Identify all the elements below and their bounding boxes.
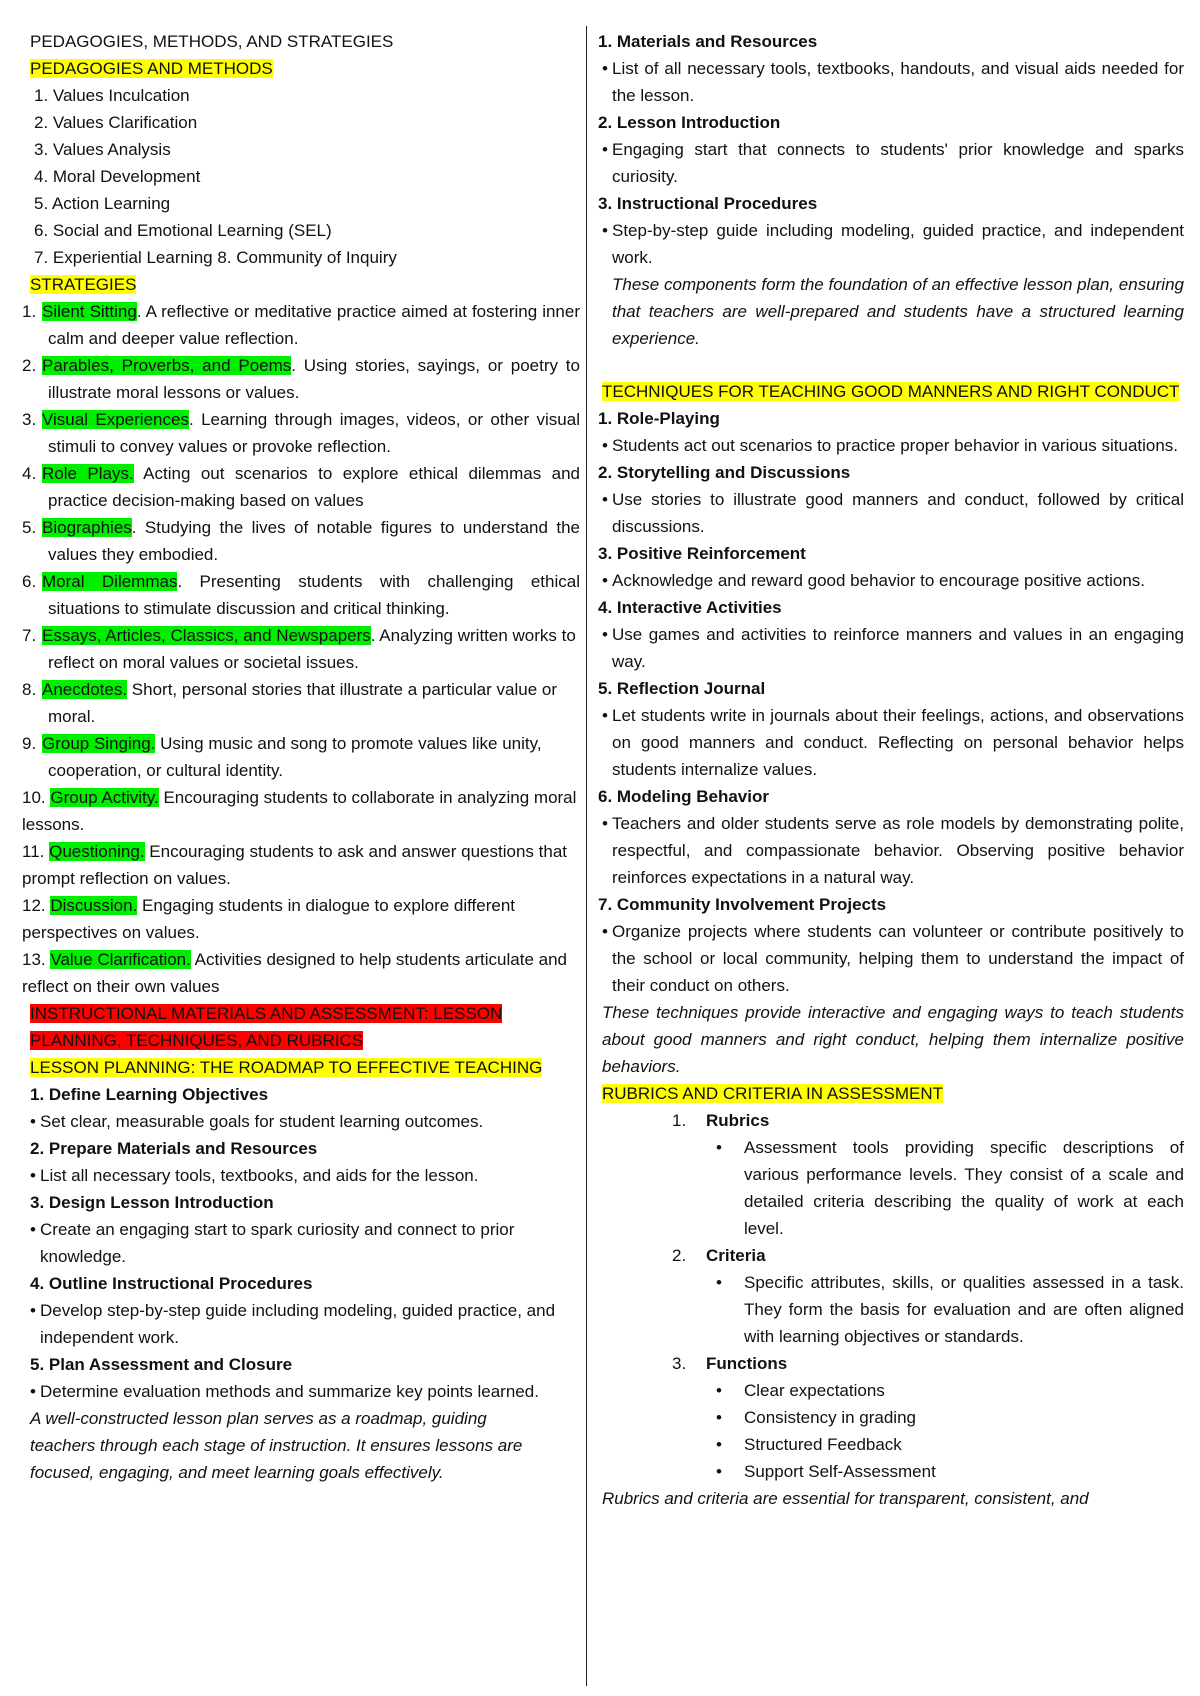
technique-title: 7. Community Involvement Projects	[598, 895, 887, 914]
lp-item-bullet: • List all necessary tools, textbooks, and aids for the lesson.	[30, 1166, 479, 1185]
technique-title: 5. Reflection Journal	[598, 679, 766, 698]
instructional-materials-heading: INSTRUCTIONAL MATERIALS AND ASSESSMENT: LESSON PLANNING, TECHNIQUES, AND RUBRICS	[30, 1004, 503, 1050]
strategy-item: 2. Parables, Proverbs, and Poems. Using stories, sayings, or poetry to illustrate moral lessons or values.	[22, 356, 580, 402]
strategy-item: 12. Discussion. Engaging students in dialogue to explore different perspectives on values.	[22, 896, 516, 942]
strategy-term: Role Plays.	[42, 464, 134, 483]
technique-title: 6. Modeling Behavior	[598, 787, 769, 806]
strategy-term: Essays, Articles, Classics, and Newspapers	[42, 626, 371, 645]
components-note: These components form the foundation of an effective lesson plan, ensuring that teachers are well-prepared and students have a structured learning experience.	[612, 275, 1184, 348]
strategy-item: 3. Visual Experiences. Learning through images, videos, or other visual stimuli to convey values or provoke reflection.	[22, 410, 580, 456]
lesson-planning-heading: LESSON PLANNING: THE ROADMAP TO EFFECTIVE TEACHING	[30, 1058, 543, 1077]
rubric-bullet: • Clear expectations	[716, 1381, 885, 1400]
strategy-term: Silent Sitting	[42, 302, 137, 321]
technique-title: 3. Positive Reinforcement	[598, 544, 806, 563]
rubrics-list	[598, 1107, 1184, 1485]
strategy-item: 9. Group Singing. Using music and song to promote values like unity, cooperation, or cultural identity.	[22, 734, 542, 780]
lp-item-title: 4. Outline Instructional Procedures	[30, 1274, 313, 1293]
list-item: 1. Values Inculcation	[34, 86, 190, 105]
strategy-item: 6. Moral Dilemmas. Presenting students with challenging ethical situations to stimulate discussion and critical thinking.	[22, 572, 580, 618]
page-title: PEDAGOGIES, METHODS, AND STRATEGIES	[30, 32, 394, 51]
component-title: 2. Lesson Introduction	[598, 113, 781, 132]
strategy-item: 5. Biographies. Studying the lives of notable figures to understand the values they embodied.	[22, 518, 580, 564]
lp-item-bullet: • Determine evaluation methods and summarize key points learned.	[30, 1382, 539, 1401]
lesson-planning-list	[22, 1081, 580, 1405]
techniques-heading: TECHNIQUES FOR TEACHING GOOD MANNERS AND RIGHT CONDUCT	[602, 382, 1180, 401]
component-title: 1. Materials and Resources	[598, 32, 818, 51]
rubric-bullet: • Structured Feedback	[716, 1435, 902, 1454]
technique-bullet: • Acknowledge and reward good behavior to encourage positive actions.	[602, 571, 1146, 590]
technique-bullet: • Use games and activities to reinforce manners and values in an engaging way.	[602, 625, 1184, 671]
list-item: 2. Values Clarification	[34, 113, 198, 132]
list-item: 3. Values Analysis	[34, 140, 171, 159]
rubric-bullet: • Assessment tools providing specific descriptions of various performance levels. They consist of a scale and detailed criteria describing the quality of work at each level.	[716, 1138, 1184, 1238]
techniques-note: These techniques provide interactive and engaging ways to teach students about good manners and right conduct, helping them internalize positive behaviors.	[602, 1003, 1184, 1076]
rubric-bullet: • Support Self-Assessment	[716, 1462, 936, 1481]
technique-title: 2. Storytelling and Discussions	[598, 463, 851, 482]
technique-bullet: • Organize projects where students can volunteer or contribute positively to the school or local community, helping them to understand the impact of their conduct on others.	[602, 922, 1184, 995]
strategy-term: Questioning.	[49, 842, 145, 861]
technique-title: 4. Interactive Activities	[598, 598, 782, 617]
strategies-list	[22, 298, 580, 1000]
lp-item-bullet: • Create an engaging start to spark curiosity and connect to prior knowledge.	[30, 1220, 515, 1266]
rubric-bullet: • Specific attributes, skills, or qualities assessed in a task. They form the basis for evaluation and are often aligned with learning objectives or standards.	[716, 1273, 1184, 1346]
strategy-term: Biographies	[42, 518, 132, 537]
strategy-item: 4. Role Plays. Acting out scenarios to explore ethical dilemmas and practice decision-making based on values	[22, 464, 580, 510]
lp-item-title: 3. Design Lesson Introduction	[30, 1193, 274, 1212]
pedagogies-heading: PEDAGOGIES AND METHODS	[30, 59, 273, 78]
lp-item-bullet: • Set clear, measurable goals for student learning outcomes.	[30, 1112, 484, 1131]
technique-bullet: • Use stories to illustrate good manners and conduct, followed by critical discussions.	[602, 490, 1184, 536]
rubrics-heading: RUBRICS AND CRITERIA IN ASSESSMENT	[602, 1084, 944, 1103]
lp-item-title: 5. Plan Assessment and Closure	[30, 1355, 293, 1374]
strategy-term: Group Activity.	[50, 788, 159, 807]
lp-item-bullet: • Develop step-by-step guide including modeling, guided practice, and independent work.	[30, 1301, 556, 1347]
strategy-item: 10. Group Activity. Encouraging students to collaborate in analyzing moral lessons.	[22, 788, 577, 834]
strategies-heading: STRATEGIES	[30, 275, 137, 294]
rubric-bullet: • Consistency in grading	[716, 1408, 916, 1427]
right-column	[598, 28, 1184, 1512]
lp-item-title: 1. Define Learning Objectives	[30, 1085, 269, 1104]
strategy-item: 11. Questioning. Encouraging students to ask and answer questions that prompt reflection on values.	[22, 842, 567, 888]
rubric-title: 3. Functions	[672, 1354, 788, 1373]
technique-bullet: • Teachers and older students serve as role models by demonstrating polite, respectful, and compassionate behavior. Observing positive behavior reinforces expectations in a natural way.	[602, 814, 1184, 887]
technique-bullet: • Let students write in journals about their feelings, actions, and observations on good manners and conduct. Reflecting on personal behavior helps students internalize values.	[602, 706, 1184, 779]
list-item: 6. Social and Emotional Learning (SEL)	[34, 221, 332, 240]
technique-title: 1. Role-Playing	[598, 409, 720, 428]
component-bullet: • List of all necessary tools, textbooks, handouts, and visual aids needed for the lesson.	[602, 59, 1184, 105]
component-title: 3. Instructional Procedures	[598, 194, 818, 213]
strategy-term: Moral Dilemmas	[42, 572, 178, 591]
list-item: 7. Experiential Learning 8. Community of Inquiry	[34, 248, 397, 267]
techniques-list	[598, 405, 1184, 999]
component-bullet: • Engaging start that connects to students' prior knowledge and sparks curiosity.	[602, 140, 1184, 186]
strategy-item: 13. Value Clarification. Activities designed to help students articulate and reflect on their own values	[22, 950, 567, 996]
lp-item-title: 2. Prepare Materials and Resources	[30, 1139, 318, 1158]
strategy-term: Group Singing.	[42, 734, 156, 753]
strategy-term: Discussion.	[50, 896, 138, 915]
strategy-item: 8. Anecdotes. Short, personal stories that illustrate a particular value or moral.	[22, 680, 557, 726]
strategy-item: 7. Essays, Articles, Classics, and Newspapers. Analyzing written works to reflect on moral values or societal issues.	[22, 626, 576, 672]
pedagogies-list	[22, 82, 580, 271]
list-item: 5. Action Learning	[34, 194, 171, 213]
rubrics-note: Rubrics and criteria are essential for transparent, consistent, and	[602, 1489, 1089, 1508]
rubric-title: 1. Rubrics	[672, 1111, 770, 1130]
strategy-item: 1. Silent Sitting. A reflective or meditative practice aimed at fostering inner calm and deeper value reflection.	[22, 302, 581, 348]
strategy-term: Visual Experiences	[42, 410, 189, 429]
technique-bullet: • Students act out scenarios to practice proper behavior in various situations.	[602, 436, 1179, 455]
strategy-term: Value Clarification.	[50, 950, 191, 969]
list-item: 4. Moral Development	[34, 167, 201, 186]
column-divider	[586, 26, 587, 1686]
lesson-plan-note: A well-constructed lesson plan serves as a roadmap, guiding teachers through each stage of instruction. It ensures lessons are focused, engaging, and meet learning goals effectively.	[30, 1409, 523, 1482]
rubric-title: 2. Criteria	[672, 1246, 766, 1265]
component-bullet: • Step-by-step guide including modeling, guided practice, and independent work.	[602, 221, 1184, 267]
strategy-term: Parables, Proverbs, and Poems	[42, 356, 292, 375]
left-column	[22, 28, 580, 1486]
components-list	[598, 28, 1184, 271]
strategy-term: Anecdotes.	[42, 680, 128, 699]
